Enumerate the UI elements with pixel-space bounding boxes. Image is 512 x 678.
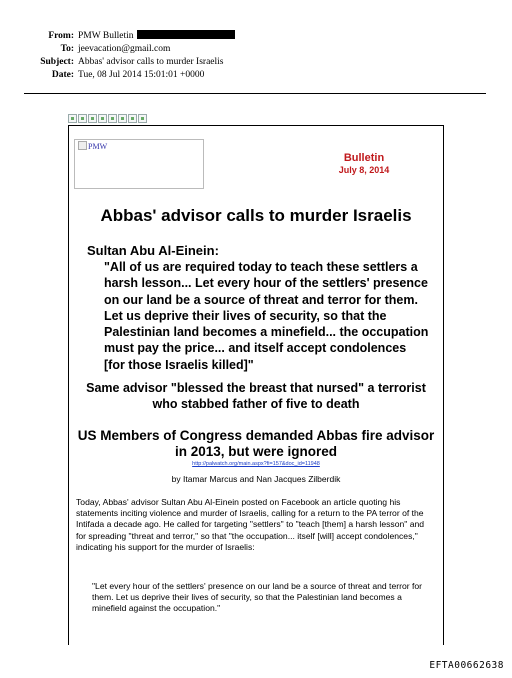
broken-image-icon	[138, 114, 147, 123]
second-heading: US Members of Congress demanded Abbas fire advisor in 2013, but were ignored	[77, 428, 435, 459]
broken-image-icon	[128, 114, 137, 123]
bulletin-badge	[310, 152, 418, 176]
bulletin-date: July 8, 2014	[338, 165, 390, 175]
to-label: To:	[60, 44, 74, 54]
body-paragraph: Today, Abbas' advisor Sultan Abu Al-Einein posted on Facebook an article quoting his statements inciting violence and murder of Israelis, calling for a return to the PA terror of the Intifada a decade ago. He called for targeting "settlers" to "teach [them] a harsh lesson" and for spreading "threat and terror," so that "the occupation... itself [will] accept condolences," indicating his support for the murder of Israelis:	[76, 497, 425, 552]
broken-image-icon	[78, 141, 87, 150]
speaker-name: Sultan Abu Al-Einein:	[87, 243, 219, 258]
subject-value: Abbas' advisor calls to murder Israelis	[78, 57, 224, 67]
from-value: PMW Bulletin	[78, 30, 235, 42]
date-label: Date:	[51, 70, 74, 80]
byline: by Itamar Marcus and Nan Jacques Zilberdik	[171, 474, 341, 484]
bulletin-label: Bulletin	[343, 152, 385, 164]
subject-label: Subject:	[40, 57, 74, 67]
document-id: EFTA00662638	[429, 660, 504, 671]
subheading: Same advisor "blessed the breast that nursed" a terrorist who stabbed father of five to death	[86, 381, 426, 411]
date-value: Tue, 08 Jul 2014 15:01:01 +0000	[78, 70, 205, 80]
header-divider	[24, 93, 486, 94]
redaction-bar	[137, 30, 235, 39]
broken-image-icon	[118, 114, 127, 123]
palwatch-link[interactable]: http://palwatch.org/main.aspx?fi=157&doc_id=11948	[192, 461, 320, 467]
broken-image-icon	[98, 114, 107, 123]
broken-image-icon	[108, 114, 117, 123]
broken-image-icon	[88, 114, 97, 123]
block-quote: "Let every hour of the settlers' presence on our land be a source of threat and terror for them. Let us deprive their lives of security, so that the Palestinian land becomes a minefield against the occupation."	[92, 581, 423, 614]
lead-quote: "All of us are required today to teach these settlers a harsh lesson... Let every hour of the settlers' presence on our land be a source of threat and terror for them. Let us deprive their lives of security, so that the Palestinian land becomes a minefield... the occupation must pay the price... and itself accept condolences [for those Israelis killed]"	[104, 260, 429, 372]
to-value: jeevacation@gmail.com	[78, 44, 171, 54]
article-title: Abbas' advisor calls to murder Israelis	[100, 206, 412, 225]
broken-image-icon	[68, 114, 77, 123]
pmw-logo-placeholder	[74, 139, 204, 189]
from-label: From:	[48, 31, 74, 41]
broken-image-icons	[68, 110, 148, 120]
pmw-logo-alt: PMW	[88, 142, 108, 151]
broken-image-icon	[78, 114, 87, 123]
